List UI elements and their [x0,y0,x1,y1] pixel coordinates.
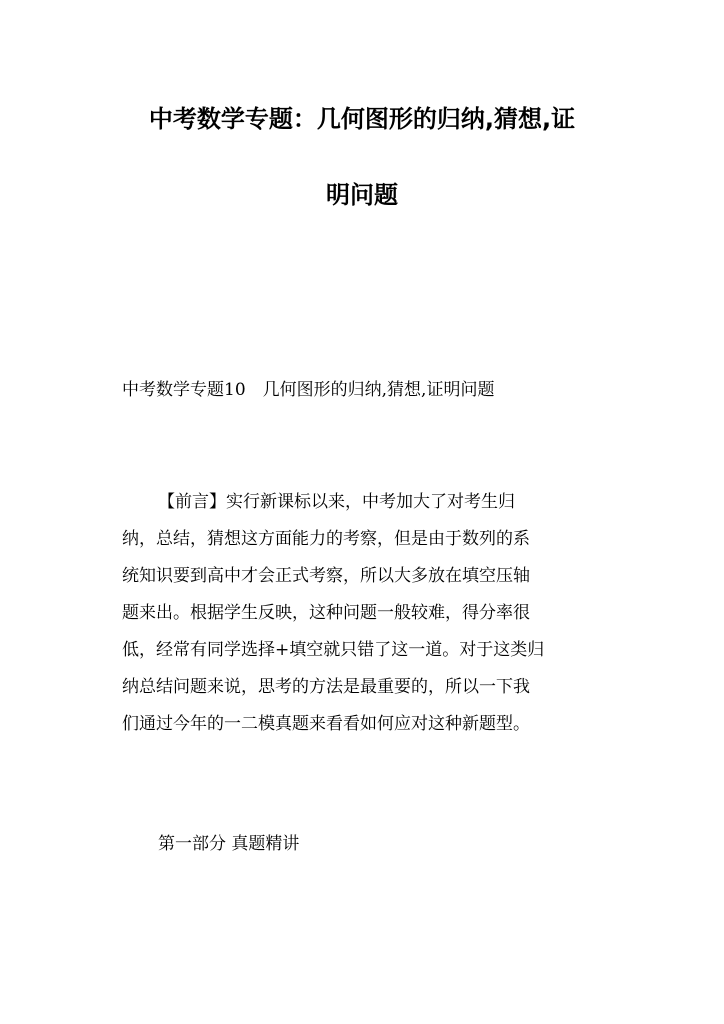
preface-line: 【前言】实行新课标以来，中考加大了对考生归 [158,492,515,512]
document-subtitle: 中考数学专题10 几何图形的归纳,猜想,证明问题 [122,380,495,400]
preface-line: 纳，总结，猜想这方面能力的考察，但是由于数列的系 [122,529,530,549]
preface-line: 低，经常有同学选择+填空就只错了这一道。对于这类归 [122,640,545,660]
preface-paragraph [122,484,604,743]
document-title-line-2: 明问题 [326,181,398,209]
section-heading: 第一部分 真题精讲 [158,834,300,854]
preface-line: 们通过今年的一二模真题来看看如何应对这种新题型。 [122,714,530,734]
document-title-line-1: 中考数学专题：几何图形的归纳,猜想,证 [148,105,576,133]
preface-line: 题来出。根据学生反映，这种问题一般较难，得分率很 [122,603,530,623]
preface-line: 统知识要到高中才会正式考察，所以大多放在填空压轴 [122,566,530,586]
preface-line: 纳总结问题来说，思考的方法是最重要的，所以一下我 [122,677,530,697]
